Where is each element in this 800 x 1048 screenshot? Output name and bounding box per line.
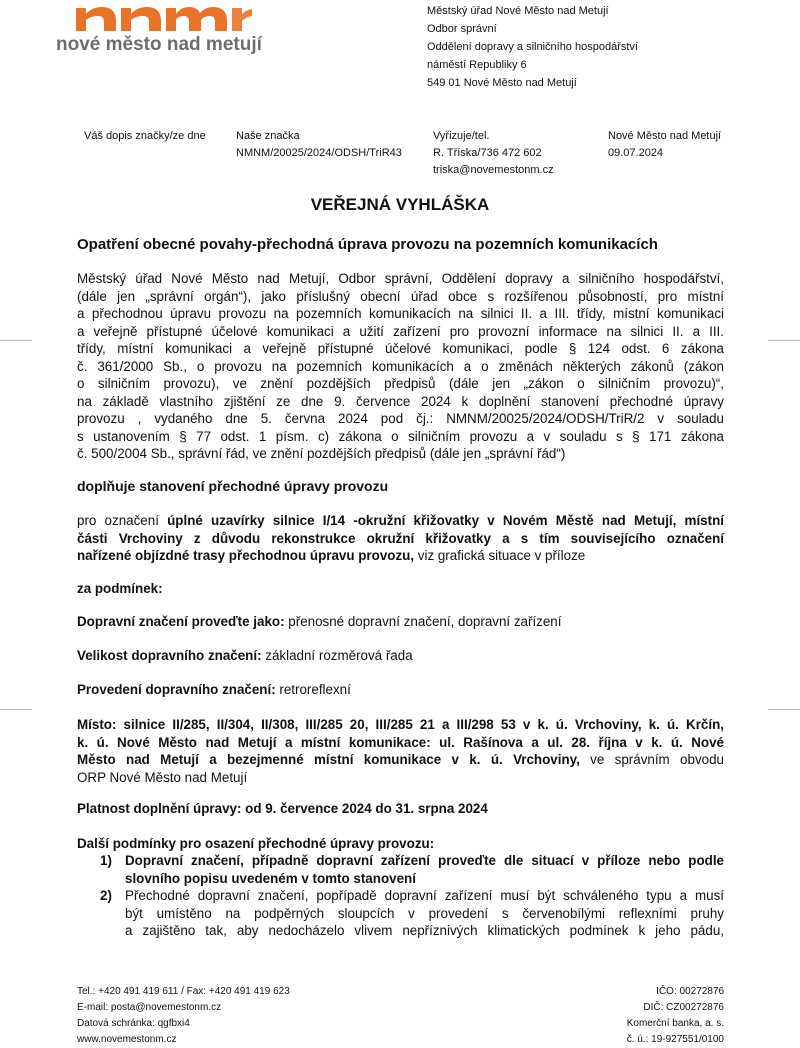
intro-line: (dále jen „správní orgán“), jako příslušný obecní úřad obce s rozšířenou působností, pro místní	[77, 288, 724, 304]
intro-line: s ustanovením § 77 odst. 1 písm. c) zákona o silničním provozu a v souladu s § 171 zákona	[77, 428, 724, 444]
list-item-line: slovního popisu uvedeném v tomto stanovení	[125, 870, 416, 886]
intro-line: o silničním provozu), ve znění pozdějších předpisů (dále jen „zákon o silničním provozu)“,	[77, 376, 724, 391]
document-subtitle: Opatření obecné povahy-přechodná úprava provozu na pozemních komunikacích	[77, 236, 658, 253]
intro-line: a veřejně přístupné účelové komunikaci a užití zařízení pro provozní informace na silnici II. a III.	[77, 323, 724, 339]
place-line-3-tail: ve správním obvodu	[579, 752, 724, 767]
sender-street: náměstí Republiky 6	[427, 59, 527, 71]
validity-line: Platnost doplnění úpravy: od 9. července 2024 do 31. srpna 2024	[77, 801, 488, 816]
place-paragraph	[77, 716, 724, 786]
purpose-bold-2: části Vrchoviny z důvodu rekonstrukce okružní křižovatky a s tím souvisejícího označení	[77, 530, 724, 546]
intro-line: č. 500/2004 Sb., správní řád, ve znění pozdějších předpisů (dále jen „správní řád“)	[77, 446, 566, 461]
list-item	[100, 852, 724, 887]
intro-line: č. 361/2000 Sb., o provozu na pozemních komunikacích a o změnách některých zákonů (zákon	[77, 358, 724, 374]
place-line-4: ORP Nové Město nad Metují	[77, 769, 248, 785]
purpose-tail: viz grafická situace v příloze	[414, 548, 586, 563]
signage-value: přenosné dopravní značení, dopravní zařízení	[284, 614, 562, 629]
sender-division: Oddělení dopravy a silničního hospodářství	[427, 41, 638, 53]
footer-contacts	[77, 984, 290, 1048]
execution-label: Provedení dopravního značení:	[77, 682, 276, 697]
purpose-bold-1: úplné uzavírky silnice I/14 -okružní křižovatky v Novém Městě nad Metují, místní	[167, 513, 724, 528]
conditions-list	[100, 852, 724, 940]
signage-label: Dopravní značení proveďte jako:	[77, 614, 285, 629]
list-item-number: 2)	[100, 888, 112, 903]
handler-label: Vyřizuje/tel.	[433, 130, 490, 142]
place-line-1: Místo: silnice II/285, II/304, II/308, III/285 20, III/285 21 a III/298 53 v k. ú. Vrchoviny, k. ú. Krčín,	[77, 717, 724, 732]
fold-mark-left	[0, 709, 32, 710]
place-label: Nové Město nad Metují	[608, 130, 722, 142]
conditions-heading: za podmínek:	[77, 581, 163, 596]
footer-account: č. ú.: 19-927551/0100	[626, 1034, 724, 1045]
fold-mark-left	[0, 340, 32, 341]
list-item	[100, 887, 724, 940]
list-item-line: a zajištěno tak, aby nedocházelo vlivem nepříznivých klimatických podmínek k jeho pádu,	[125, 923, 724, 938]
intro-line: třídy, místní komunikaci a veřejně přístupné účelové komunikaci, podle § 124 odst. 6 zákona	[77, 341, 724, 356]
sender-address	[427, 2, 638, 92]
further-heading: Další podmínky pro osazení přechodné úpravy provozu:	[77, 836, 435, 851]
fold-mark-right	[768, 340, 800, 341]
footer-ico: IČO: 00272876	[656, 986, 724, 997]
footer-dic: DIČ: CZ00272876	[643, 1002, 724, 1013]
purpose-lead: pro označení	[77, 513, 168, 528]
execution-value: retroreflexní	[275, 682, 351, 697]
size-label: Velikost dopravního značení:	[77, 648, 262, 663]
handler	[433, 128, 554, 179]
intro-line: na základě vlastního zjištění ze dne 9. července 2024 k doplnění stanovení přechodné úpravy	[77, 393, 724, 409]
footer-bank: Komerční banka, a. s.	[626, 1018, 724, 1029]
list-item-line: být umístěno na podpěrných sloupcích v provedení s červenobílými reflexními pruhy	[125, 905, 724, 921]
sender-city: 549 01 Nové Město nad Metují	[427, 77, 577, 89]
signage-line	[77, 614, 561, 629]
sender-department: Odbor správní	[427, 23, 497, 35]
our-reference-label: Naše značka	[236, 130, 300, 142]
list-item-number: 1)	[100, 853, 112, 868]
size-value: základní rozměrová řada	[261, 648, 413, 663]
intro-line: Městský úřad Nové Město nad Metují, Odbor správní, Oddělení dopravy a silničního hospodářství,	[77, 271, 724, 286]
footer-databox: Datová schránka: qgfbxi4	[77, 1018, 190, 1029]
handler-value: R. Tříska/736 472 602	[433, 147, 542, 159]
our-reference-value: NMNM/20025/2024/ODSH/TriR43	[236, 147, 402, 159]
list-item-line: Přechodné dopravní značení, popřípadě dopravní zařízení musí být schváleného typu a musí	[125, 888, 724, 903]
footer-email: E-mail: posta@novemestonm.cz	[77, 1002, 222, 1013]
document-title: VEŘEJNÁ VYHLÁŠKA	[310, 195, 490, 214]
your-reference	[84, 128, 206, 145]
our-reference	[236, 128, 402, 162]
size-line	[77, 648, 413, 663]
purpose-paragraph	[77, 512, 724, 565]
footer-web: www.novemestonm.cz	[77, 1034, 177, 1045]
your-reference-label: Váš dopis značky/ze dne	[84, 130, 206, 142]
footer-company	[627, 984, 724, 1048]
place-line-2: k. ú. Nové Město nad Metují a místní komunikace: ul. Rašínova a ul. 28. října v k. ú. Nové	[77, 734, 724, 750]
list-item-line: Dopravní značení, případně dopravní zařízení proveďte dle situací v příloze nebo podle	[125, 853, 724, 868]
intro-line: a přechodnou úpravu provozu na pozemních komunikacích na silnici II. a III. třídy, místní komunikaci	[77, 306, 724, 321]
place-date	[608, 128, 721, 162]
handler-email: triska@novemestonm.cz	[433, 164, 554, 176]
sender-office: Městský úřad Nové Město nad Metují	[427, 5, 609, 17]
footer-phone: Tel.: +420 491 419 611 / Fax: +420 491 419 623	[77, 986, 290, 997]
document-date: 09.07.2024	[608, 147, 664, 159]
action-heading: doplňuje stanovení přechodné úpravy provozu	[77, 478, 389, 494]
place-line-3-bold: Město nad Metují a bezejmenné místní komunikace v k. ú. Vrchoviny,	[77, 752, 580, 767]
purpose-bold-3: nařízené objízdné trasy přechodnou úpravu provozu,	[77, 548, 415, 563]
intro-line: provozu , vydaného dne 5. června 2024 pod čj.: NMNM/20025/2024/ODSH/TriR/2 v souladu	[77, 411, 724, 426]
intro-paragraph	[77, 270, 724, 463]
logo-brand-text: nové město nad metují	[56, 34, 262, 55]
fold-mark-right	[768, 709, 800, 710]
execution-line	[77, 682, 351, 697]
